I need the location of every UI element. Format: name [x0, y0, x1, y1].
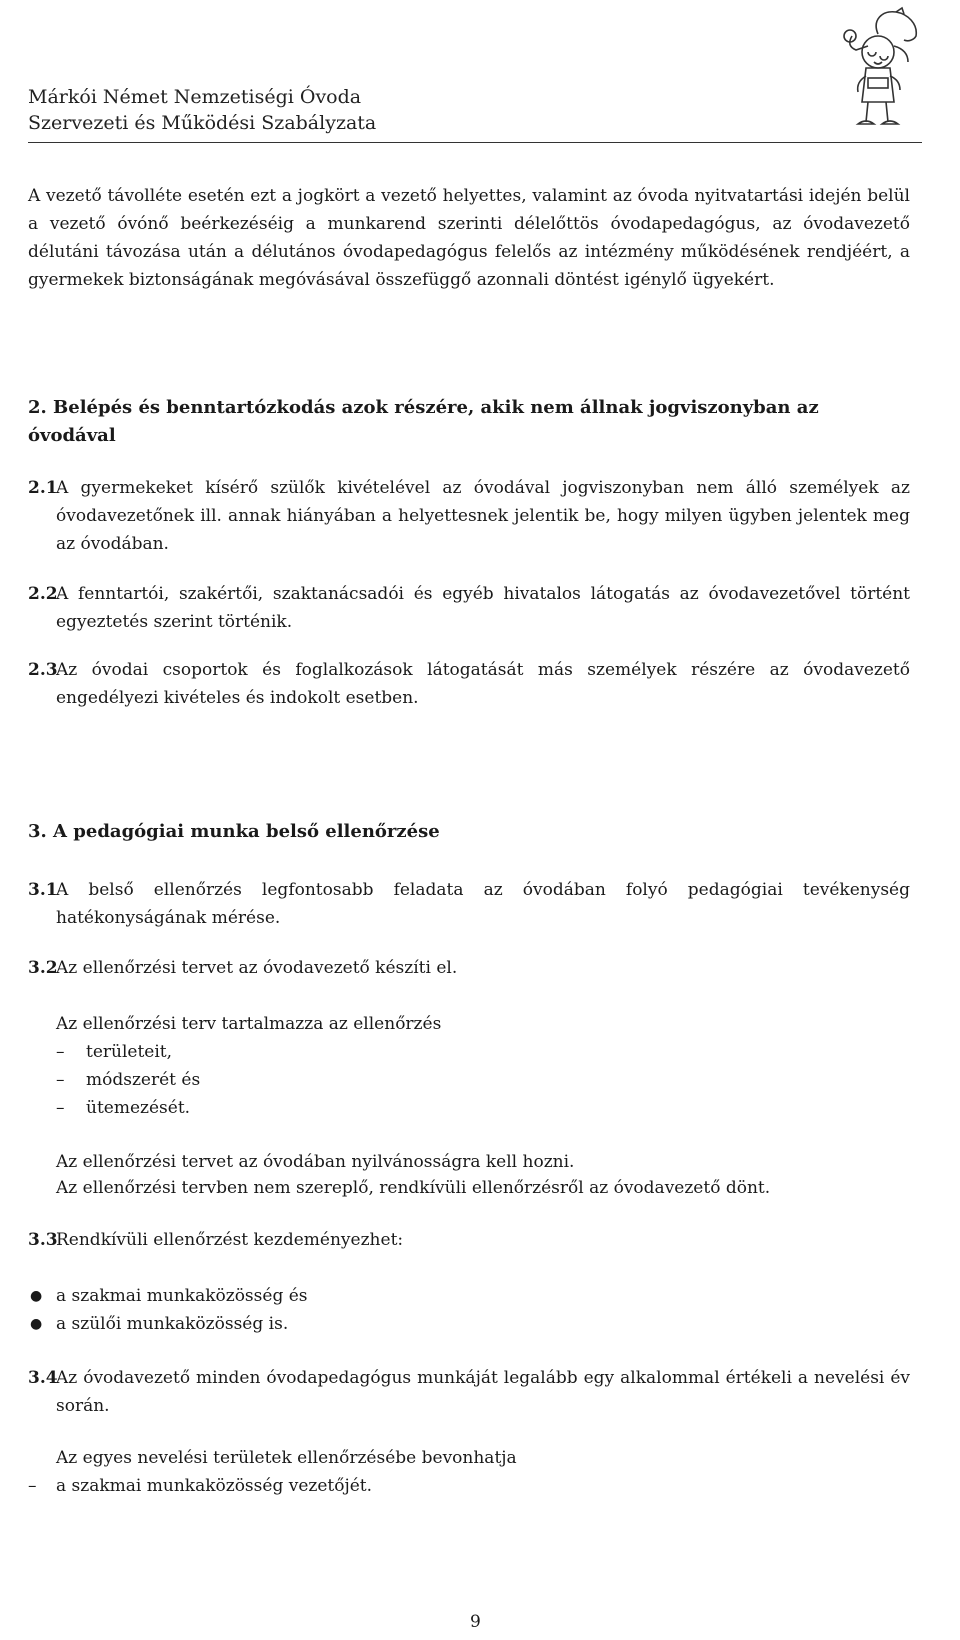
intro-paragraph: A vezető távolléte esetén ezt a jogkört a vezető helyettes, valamint az óvoda nyitvatartási idején belül a vezető óvónő beérkezéséig a munkarend szerinti délelőttös óvodapedagógus, az óvodavezető délutáni távozása után a délutános óvodapedagógus felelős az intézmény működésének rendjéért, a gyermekek biztonságának megóvásával összefüggő azonnali döntést igénylő ügyekért.	[28, 186, 910, 290]
clause-number: 2.2	[28, 584, 58, 604]
dash-marker: –	[28, 1476, 37, 1496]
list-item-text: módszerét és	[86, 1070, 201, 1090]
clause-text: A fenntartói, szakértői, szaktanácsadói és egyéb hivatalos látogatás az óvodavezetővel történt egyeztetés szerint történik.	[56, 584, 910, 632]
dash-marker: –	[56, 1098, 65, 1118]
clause-text: Az ellenőrzési tervet az óvodavezető készíti el.	[56, 958, 458, 978]
plan-publicity-line: Az ellenőrzési tervet az óvodában nyilvánosságra kell hozni.	[56, 1152, 575, 1172]
clause-text: A gyermekeket kísérő szülők kivételével az óvodával jogviszonyban nem álló személyek az óvodavezetőnek ill. annak hiányában a helyettesnek jelentik be, hogy milyen ügyben jelentek meg az óvodában.	[56, 478, 910, 554]
clause-number: 2.1	[28, 478, 58, 498]
involve-intro: Az egyes nevelési területek ellenőrzésébe bevonhatja	[56, 1448, 517, 1468]
section-3-heading: 3. A pedagógiai munka belső ellenőrzése	[28, 821, 440, 842]
bullet-icon: ●	[30, 1316, 43, 1332]
list-item-text: a szülői munkaközösség is.	[56, 1314, 289, 1334]
dash-marker: –	[56, 1070, 65, 1090]
clause-text: Az óvodavezető minden óvodapedagógus munkáját legalább egy alkalommal értékeli a nevelési év során.	[56, 1368, 910, 1416]
clause-text: A belső ellenőrzés legfontosabb feladata az óvodában folyó pedagógiai tevékenység hatékonyságának mérése.	[56, 880, 910, 928]
clause-text: Rendkívüli ellenőrzést kezdeményezhet:	[56, 1230, 404, 1250]
child-with-horn-logo-icon	[838, 6, 930, 134]
clause-number: 2.3	[28, 660, 58, 680]
list-item-text: területeit,	[86, 1042, 173, 1062]
header-divider	[28, 142, 922, 143]
dash-marker: –	[56, 1042, 65, 1062]
section-2-heading: 2. Belépés és benntartózkodás azok részére, akik nem állnak jogviszonyban az óvodával	[28, 397, 819, 446]
list-item-text: ütemezését.	[86, 1098, 191, 1118]
plan-intro: Az ellenőrzési terv tartalmazza az ellenőrzés	[56, 1014, 442, 1034]
page-number: 9	[470, 1612, 481, 1632]
clause-text: Az óvodai csoportok és foglalkozások látogatását más személyek részére az óvodavezető engedélyezi kivételes és indokolt esetben.	[56, 660, 910, 708]
header-document-title: Szervezeti és Működési Szabályzata	[28, 112, 377, 134]
clause-number: 3.4	[28, 1368, 58, 1388]
list-item-text: a szakmai munkaközösség vezetőjét.	[56, 1476, 373, 1496]
clause-number: 3.2	[28, 958, 58, 978]
document-header	[28, 84, 376, 136]
clause-number: 3.1	[28, 880, 58, 900]
header-institution-name: Márkói Német Nemzetiségi Óvoda	[28, 86, 362, 108]
clause-number: 3.3	[28, 1230, 58, 1250]
extraordinary-check-line: Az ellenőrzési tervben nem szereplő, rendkívüli ellenőrzésről az óvodavezető dönt.	[56, 1178, 771, 1198]
bullet-icon: ●	[30, 1288, 43, 1304]
list-item-text: a szakmai munkaközösség és	[56, 1286, 308, 1306]
